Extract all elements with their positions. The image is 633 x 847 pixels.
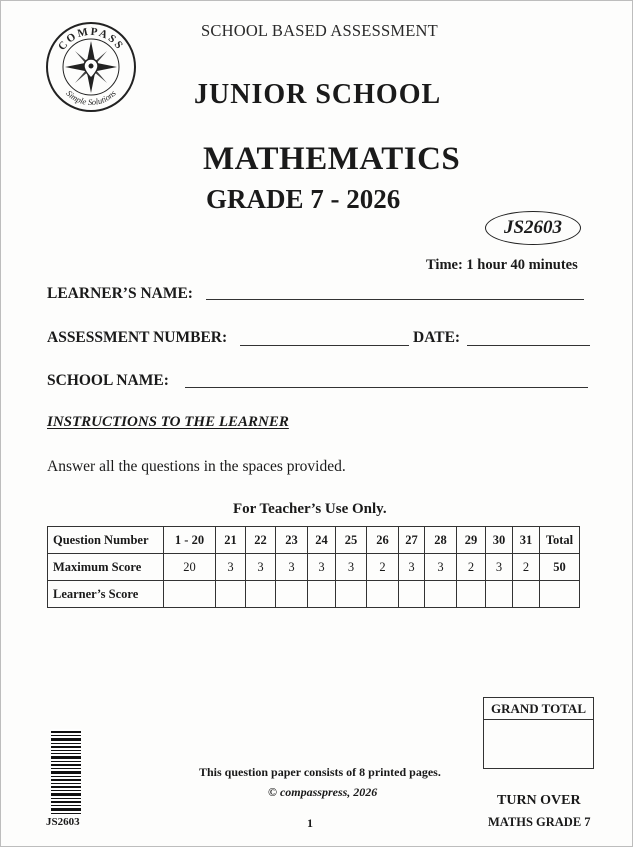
question-cell: 21 [216,527,246,554]
logo-bottom-text: Simple Solutions [64,88,118,108]
compass-logo [45,21,137,113]
learner-score-cell[interactable] [216,581,246,608]
barcode-icon [51,729,81,815]
copyright-note: © compasspress, 2026 [268,785,378,799]
time-allowed: Time: 1 hour 40 minutes [426,257,578,273]
question-cell: 23 [276,527,308,554]
subject-title: MATHEMATICS [203,141,461,177]
assessment-number-label: ASSESSMENT NUMBER: [47,329,228,346]
max-score-cell: 3 [399,554,425,581]
learner-name-field[interactable] [206,299,584,300]
question-cell: 1 - 20 [164,527,216,554]
learner-score-cell[interactable] [308,581,336,608]
question-number-label: Question Number [48,527,164,554]
learner-score-label: Learner’s Score [48,581,164,608]
assessment-type: SCHOOL BASED ASSESSMENT [201,21,438,40]
max-score-cell: 2 [457,554,486,581]
learner-name-label: LEARNER’S NAME: [47,285,193,302]
grand-total-box[interactable] [483,697,594,769]
question-cell: 30 [486,527,513,554]
instructions-heading: INSTRUCTIONS TO THE LEARNER [47,414,289,430]
printed-pages-note: This question paper consists of 8 printed pages. [199,765,441,779]
teacher-use-caption: For Teacher’s Use Only. [233,501,387,517]
question-cell: 22 [246,527,276,554]
logo-top-text: COMPASS [55,25,127,53]
grand-total-label: GRAND TOTAL [484,698,593,720]
question-cell: 28 [425,527,457,554]
school-name-field[interactable] [185,387,588,388]
learner-score-cell[interactable] [457,581,486,608]
compass-rose-icon [65,41,117,93]
maximum-score-row [48,554,580,581]
max-score-cell: 3 [216,554,246,581]
max-score-cell: 3 [276,554,308,581]
learner-score-cell[interactable] [486,581,513,608]
max-score-cell: 20 [164,554,216,581]
date-label: DATE: [413,329,461,346]
assessment-number-field[interactable] [240,345,409,346]
learner-score-cell[interactable] [336,581,367,608]
maximum-score-label: Maximum Score [48,554,164,581]
grade-year-title: GRADE 7 - 2026 [206,184,401,214]
instructions-text: Answer all the questions in the spaces provided. [47,458,346,475]
learner-score-cell[interactable] [246,581,276,608]
date-field[interactable] [467,345,590,346]
max-score-cell: 3 [486,554,513,581]
score-table [47,526,580,608]
max-score-cell: 2 [513,554,540,581]
learner-score-total-cell[interactable] [540,581,580,608]
max-score-cell: 2 [367,554,399,581]
learner-score-cell[interactable] [276,581,308,608]
question-cell: 24 [308,527,336,554]
max-score-total-cell: 50 [540,554,580,581]
school-level-title: JUNIOR SCHOOL [194,79,442,110]
max-score-cell: 3 [246,554,276,581]
school-name-label: SCHOOL NAME: [47,372,169,389]
footer-paper-code: JS2603 [46,816,80,828]
max-score-cell: 3 [336,554,367,581]
learner-score-cell[interactable] [399,581,425,608]
question-cell: 26 [367,527,399,554]
learner-score-cell[interactable] [425,581,457,608]
total-header-cell: Total [540,527,580,554]
learner-score-cell[interactable] [367,581,399,608]
footer-subject-grade: MATHS GRADE 7 [488,815,591,829]
question-number-row [48,527,580,554]
question-cell: 27 [399,527,425,554]
max-score-cell: 3 [308,554,336,581]
question-cell: 25 [336,527,367,554]
learner-score-cell[interactable] [164,581,216,608]
max-score-cell: 3 [425,554,457,581]
question-cell: 31 [513,527,540,554]
turn-over-label: TURN OVER [497,793,581,808]
learner-score-cell[interactable] [513,581,540,608]
page-number: 1 [307,816,313,830]
paper-code-badge: JS2603 [485,211,581,245]
question-cell: 29 [457,527,486,554]
learner-score-row [48,581,580,608]
